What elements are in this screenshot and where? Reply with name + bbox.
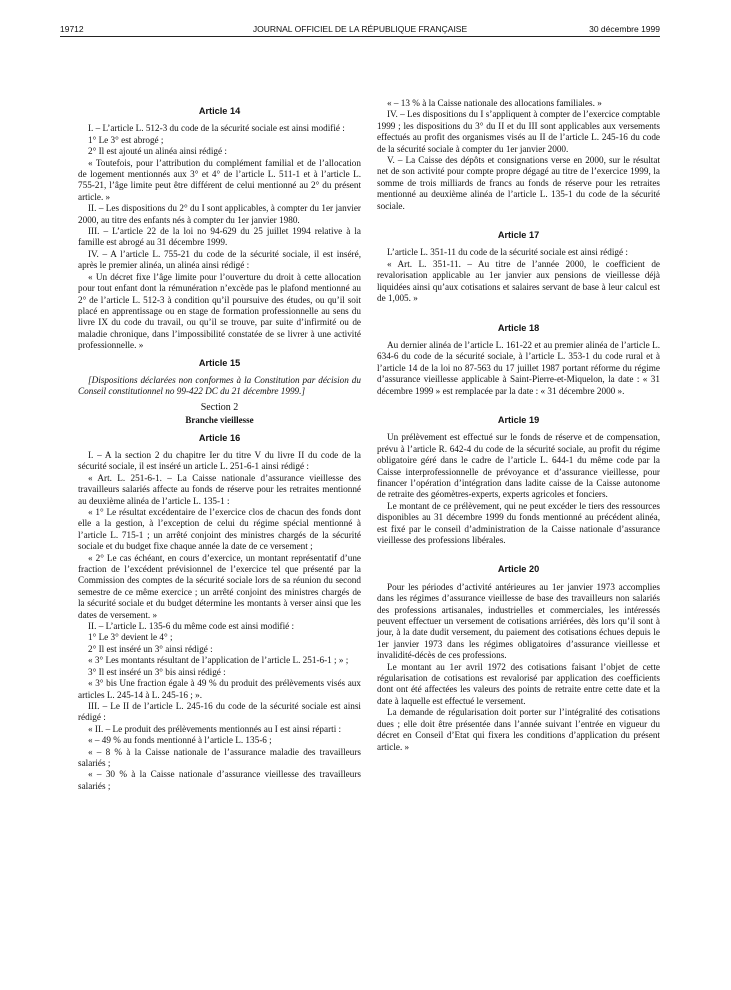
section-subtitle: Branche vieillesse (185, 415, 254, 426)
left-column (78, 100, 361, 792)
article-15-title: Article 15 (198, 357, 241, 368)
journal-title: JOURNAL OFFICIEL DE LA RÉPUBLIQUE FRANÇAISE (252, 24, 468, 34)
article-20-para: Pour les périodes d’activité antérieures au 1er janvier 1973 accomplies dans les régimes d’assurance vieillesse de base des travailleurs non salariés des professions artisanales, industrielles et commerciales, les intéressés peuvent effectuer un versement de cotisations arriérées, dès lors qu’il sont à jour, à la date dudit versement, du paiement des cotisations échues depuis le 1er janvier 1973 dans les régimes obligatoires d’assurance vieillesse et invalidité-décès de ces professions. (377, 581, 660, 661)
article-16-para: 3° Il est inséré un 3° bis ainsi rédigé : (88, 666, 226, 677)
article-14-para: I. – L’article L. 512-3 du code de la sécurité sociale est ainsi modifié : (88, 123, 345, 134)
article-16-para: « – 30 % à la Caisse nationale d’assurance vieillesse des travailleurs salariés ; (78, 769, 361, 791)
article-16-para: I. – A la section 2 du chapitre Ier du titre V du livre II du code de la sécurité sociale, il est inséré un article L. 251-6-1 ainsi rédigé : (78, 449, 361, 472)
article-20-para: Le montant au 1er avril 1972 des cotisations faisant l’objet de cette régularisation de cotisations est revalorisé par application des coefficients dont ont été affectées les valeurs des points de retraite entre cette date et la date à laquelle est effectué le versement. (377, 661, 660, 706)
article-16-para: « Art. L. 251-6-1. – La Caisse nationale d’assurance vieillesse des travailleurs salariés affecte au fonds de réserve pour les retraites mentionné au deuxième alinéa de l’article L. 135-1 : (78, 472, 361, 506)
article-17-para: L’article L. 351-11 du code de la sécurité sociale est ainsi rédigé : (387, 247, 628, 258)
article-17-para: « Art. L. 351-11. – Au titre de l’année 2000, le coefficient de revalorisation applicable au 1er janvier aux pensions de vieillesse déjà liquidées ainsi qu’aux cotisations et salaires servant de base à leur calcul est de 1,005. » (377, 258, 660, 304)
article-16-para: « 3° Les montants résultant de l’application de l’article L. 251-6-1 ; » ; (88, 655, 349, 666)
article-17-title: Article 17 (497, 230, 540, 241)
article-20-title: Article 20 (497, 564, 540, 575)
article-16-para: « II. – Le produit des prélèvements mentionnés au I est ainsi réparti : (88, 723, 342, 734)
article-16-para: 1° Le 3° devient le 4° ; (88, 632, 173, 643)
article-19-para: Un prélèvement est effectué sur le fonds de réserve et de compensation, prévu à l’article R. 642-4 du code de la sécurité sociale, au profit du régime obligatoire géré dans le cadre de l’article L. 644-1 du même code par la Caisse interprofessionnelle de prévoyance et d’assurance vieillesse, pour financer l’opération d’intégration dans ladite caisse de la Caisse autonome de retraite des géomètres-experts, experts agricoles et fonciers. (377, 432, 660, 500)
page-number: 19712 (60, 24, 84, 34)
article-14-para: II. – Les dispositions du 2° du I sont applicables, à compter du 1er janvier 2000, au titre des enfants nés à compter du 1er janvier 1980. (78, 203, 361, 225)
article-16-para: « – 49 % au fonds mentionné à l’article L. 135-6 ; (88, 735, 272, 746)
article-14-para: « Toutefois, pour l’attribution du complément familial et de l’allocation de logement mentionnés aux 3° et 4° de l’article L. 511-1 et à l’article L. 755-21, l’âge limite peut être différent de celui mentionné au 2° du présent article. » (78, 157, 361, 202)
article-14-para: 2° Il est ajouté un alinéa ainsi rédigé : (88, 146, 227, 157)
article-16-cont-para: IV. – Les dispositions du I s’appliquent à compter de l’exercice comptable 1999 ; les dispositions du 3° du II et du III sont applicables aux versements effectués au profit des organismes visés au II de l’article L. 245-16 du code de la sécurité sociale à compter du 1er janvier 2000. (377, 109, 660, 154)
article-14-title: Article 14 (198, 106, 241, 116)
article-18-title: Article 18 (497, 322, 540, 333)
article-20-para: La demande de régularisation doit porter sur l’intégralité des cotisations dues ; elle doit être présentée dans l’année suivant l’entrée en vigueur du décret en Conseil d’Etat qui fixera les conditions d’application du présent article. » (377, 707, 660, 752)
article-14-para: « Un décret fixe l’âge limite pour l’ouverture du droit à cette allocation pour tout enfant dont la rémunération n’excède pas le plafond mentionné au 2° de l’article L. 512-3 à condition qu’il poursuive des études, ou qu’il soit placé en apprentissage ou en stage de formation professionnelle au sens du livre IX du code du travail, ou qu’il se trouve, par suite d’infirmité ou de maladie chronique, dans l’impossibilité constatée de se livrer à une activité professionnelle. » (78, 271, 361, 351)
article-19-para: Le montant de ce prélèvement, qui ne peut excéder le tiers des ressources disponibles au 31 décembre 1999 du fonds mentionné au précédent alinéa, est fixé par le conseil d’administration de la Caisse nationale d’assurance vieillesse des professions libérales. (377, 500, 660, 545)
article-16-title: Article 16 (198, 432, 241, 443)
header-rule (60, 36, 660, 37)
article-16-para: « – 8 % à la Caisse nationale de l’assurance maladie des travailleurs salariés ; (78, 746, 361, 768)
article-16-para: III. – Le II de l’article L. 245-16 du code de la sécurité sociale est ainsi rédigé : (78, 700, 361, 723)
article-16-cont-para: V. – La Caisse des dépôts et consignations verse en 2000, sur le résultat net de son activité pour compte propre dégagé au titre de l’exercice 1999, la somme de trois milliards de francs au fonds de réserve pour les retraites mentionné au deuxième alinéa de l’article L. 135-1 du code de la sécurité sociale. (377, 155, 660, 211)
section-label: Section 2 (200, 401, 239, 413)
issue-date: 30 décembre 1999 (589, 24, 660, 34)
article-16-para: « 2° Le cas échéant, en cours d’exercice, un montant représentatif d’une fraction de l’excédent prévisionnel de l’exercice tel que présenté par la Commission des comptes de la sécurité sociale lors de sa réunion du second semestre de ce même exercice ; un arrêté conjoint des ministres chargés de la sécurité sociale et du budget détermine les montants à verser ainsi que les dates de versement. » (78, 552, 361, 620)
article-16-para: « 3° bis Une fraction égale à 49 % du produit des prélèvements visés aux articles L. 245-14 à L. 245-16 ; ». (78, 678, 361, 700)
article-19-title: Article 19 (497, 414, 540, 425)
article-16-para: « 1° Le résultat excédentaire de l’exercice clos de chacun des fonds dont elle a la gestion, à l’exception de celui du régime spécial mentionné à l’article L. 715-1 ; un arrêté conjoint des ministres chargés de la sécurité sociale et du budget fixe chaque année la date de ce versement ; (78, 507, 361, 552)
article-14-para: 1° Le 3° est abrogé ; (88, 134, 164, 145)
article-16-para: II. – L’article L. 135-6 du même code est ainsi modifié : (88, 621, 295, 632)
article-16-cont-para: « – 13 % à la Caisse nationale des allocations familiales. » (387, 98, 602, 108)
article-14-para: IV. – A l’article L. 755-21 du code de la sécurité sociale, il est inséré, après le premier alinéa, un alinéa ainsi rédigé : (78, 248, 361, 271)
article-16-para: 2° Il est inséré un 3° ainsi rédigé : (88, 643, 213, 654)
article-15-text: [Dispositions déclarées non conformes à la Constitution par décision du Conseil constitutionnel no 99-422 DC du 21 décembre 1999.] (78, 374, 361, 397)
right-column (377, 98, 660, 753)
article-18-para: Au dernier alinéa de l’article L. 161-22 et au premier alinéa de l’article L. 634-6 du code de la sécurité sociale, à l’article L. 353-1 du code rural et à l’article 14 de la loi no 87-563 du 17 juillet 1987 portant réforme du régime d’assurance vieillesse applicable à Saint-Pierre-et-Miquelon, la date : « 31 décembre 1999 » est remplacée par la date : « 31 décembre 2000 ». (377, 339, 660, 396)
article-14-para: III. – L’article 22 de la loi no 94-629 du 25 juillet 1994 relative à la famille est abrogé au 31 décembre 1999. (78, 226, 361, 248)
